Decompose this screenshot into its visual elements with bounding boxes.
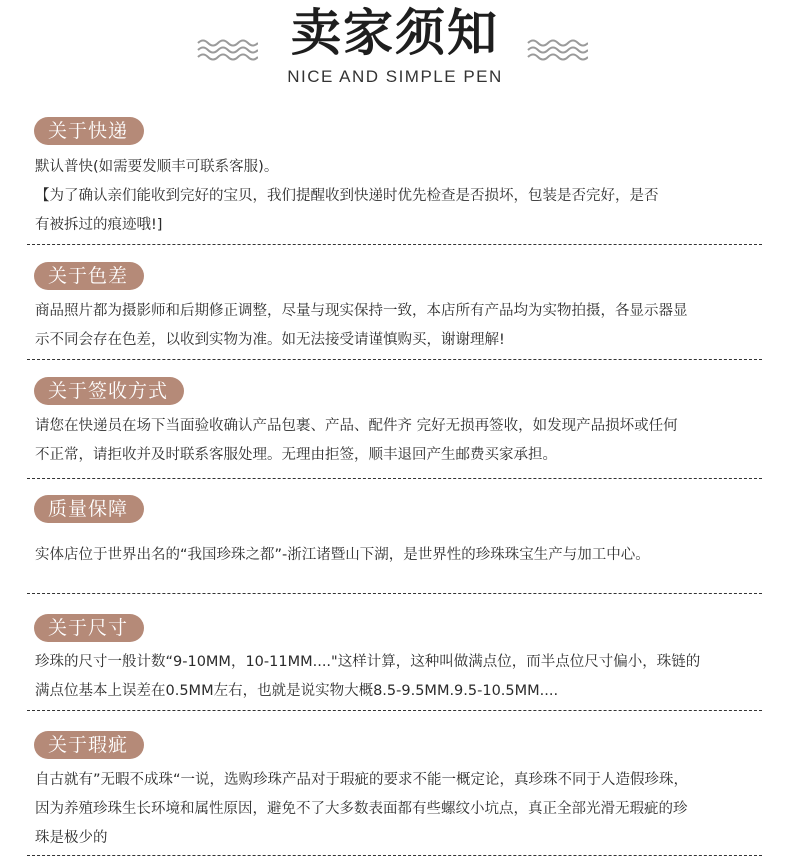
body-line: 商品照片都为摄影师和后期修正调整，尽量与现实保持一致，本店所有产品均为实物拍摄，各显示器显 — [35, 303, 688, 319]
section-divider — [27, 593, 762, 594]
section-title: 关于尺寸 — [34, 614, 144, 642]
section-divider — [27, 855, 762, 856]
body-line: 实体店位于世界出名的“我国珍珠之都”-浙江诸暨山下湖，是世界性的珍珠珠宝生产与加工中心。 — [35, 547, 650, 563]
section-body — [35, 648, 770, 706]
section-title: 关于色差 — [34, 262, 144, 290]
body-line: 请您在快递员在场下当面验收确认产品包裹、产品、配件齐 完好无损再签收，如发现产品损坏或任何 — [35, 418, 678, 434]
body-line: 不正常，请拒收并及时联系客服处理。无理由拒签，顺丰退回产生邮费买家承担。 — [35, 447, 557, 463]
body-line: 示不同会存在色差，以收到实物为准。如无法接受请谨慎购买，谢谢理解! — [35, 332, 505, 348]
page-title: 卖家须知 — [291, 3, 499, 62]
body-line: 因为养殖珍珠生长环境和属性原因，避免不了大多数表面都有些螺纹小坑点，真正全部光滑无瑕疵的珍 — [35, 801, 688, 817]
section-divider — [27, 244, 762, 245]
section-title: 关于瑕疵 — [34, 731, 144, 759]
section-body — [35, 153, 770, 240]
section-body — [35, 541, 770, 570]
section-divider — [27, 478, 762, 479]
section-body — [35, 297, 770, 355]
body-line: 【为了确认亲们能收到完好的宝贝，我们提醒收到快递时优先检查是否损坏，包装是否完好，是否 — [35, 188, 659, 204]
page-subtitle: NICE AND SIMPLE PEN — [287, 67, 503, 86]
body-line: 有被拆过的痕迹哦!] — [35, 217, 163, 233]
wave-lines-icon — [526, 36, 588, 62]
section-body — [35, 412, 770, 470]
page-header — [0, 0, 790, 100]
section-body — [35, 766, 770, 853]
section-title: 关于签收方式 — [34, 377, 184, 405]
body-line: 满点位基本上误差在0.5MM左右，也就是说实物大概8.5-9.5MM.9.5-10.5MM.... — [35, 683, 559, 699]
section-divider — [27, 710, 762, 711]
section-title: 关于快递 — [34, 117, 144, 145]
body-line: 珍珠的尺寸一般计数“9-10MM，10-11MM...."这样计算，这种叫做满点位，而半点位尺寸偏小，珠链的 — [35, 654, 701, 670]
section-divider — [27, 359, 762, 360]
body-line: 自古就有”无暇不成珠“一说，选购珍珠产品对于瑕疵的要求不能一概定论，真珍珠不同于人造假珍珠， — [35, 772, 689, 788]
section-title: 质量保障 — [34, 495, 144, 523]
body-line: 珠是极少的 — [35, 830, 108, 846]
body-line: 默认普快(如需要发顺丰可联系客服)。 — [35, 159, 279, 175]
